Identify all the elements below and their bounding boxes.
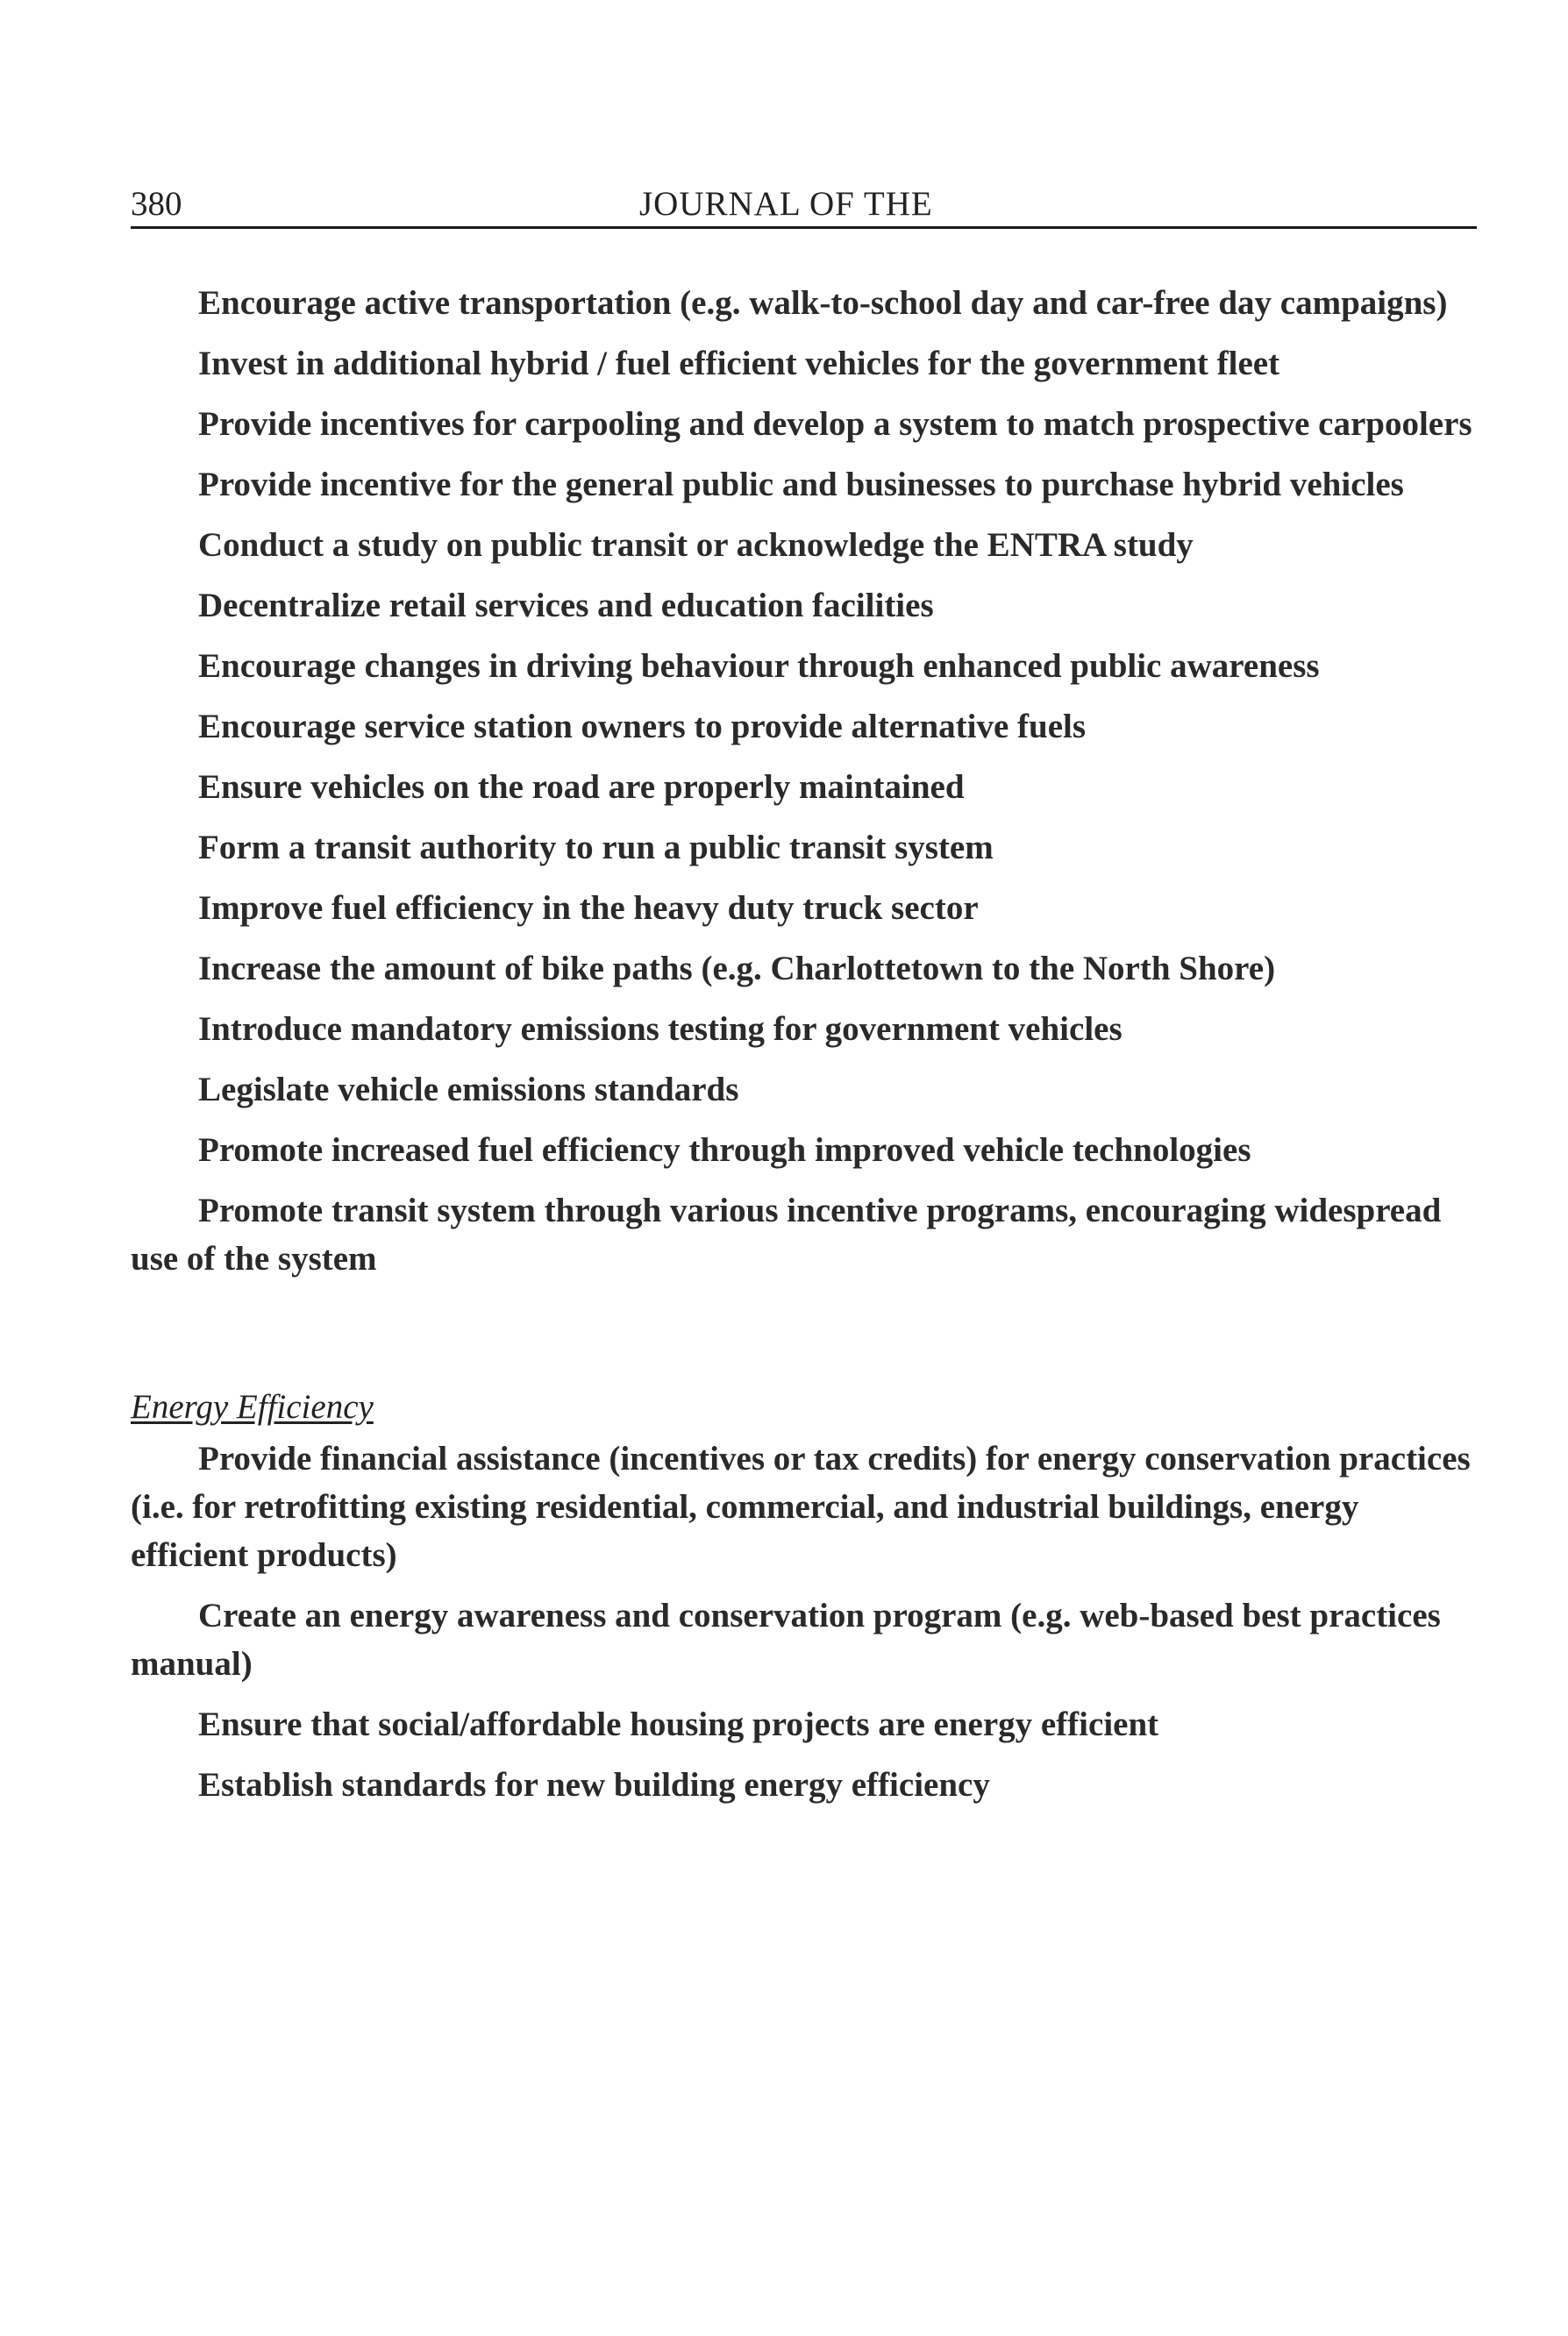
list-item: Improve fuel efficiency in the heavy duty truck sector (198, 889, 979, 927)
list-item: Provide incentives for carpooling and develop a system to match prospective carpoolers (198, 405, 1472, 443)
list-item: Establish standards for new building energy efficiency (198, 1766, 990, 1804)
list-item: Ensure vehicles on the road are properly maintained (198, 768, 965, 806)
section-heading: Energy Efficiency (131, 1388, 374, 1426)
list-item: Promote transit system through various incentive programs, encouraging widespread use of the system (131, 1192, 1442, 1278)
list-item: Conduct a study on public transit or acknowledge the ENTRA study (198, 526, 1194, 564)
transportation-list (131, 279, 1472, 1283)
running-title: JOURNAL OF THE (639, 185, 933, 223)
list-item: Form a transit authority to run a public transit system (198, 829, 994, 866)
list-item: Decentralize retail services and education facilities (198, 587, 934, 624)
list-item: Invest in additional hybrid / fuel efficient vehicles for the government fleet (198, 345, 1280, 382)
page-number: 380 (131, 185, 182, 223)
list-item: Ensure that social/affordable housing projects are energy efficient (198, 1706, 1159, 1743)
list-item: Promote increased fuel efficiency through improved vehicle technologies (198, 1131, 1251, 1169)
header-rule (131, 226, 1477, 229)
list-item: Encourage service station owners to provide alternative fuels (198, 708, 1087, 745)
list-item: Provide financial assistance (incentives or tax credits) for energy conservation practices (i.e. for retrofitting existing residential, commercial, and industrial buildings, energy efficient products) (131, 1440, 1471, 1574)
page-body (131, 279, 1472, 1821)
list-item: Encourage active transportation (e.g. walk-to-school day and car-free day campaigns) (198, 284, 1448, 322)
section-spacer (131, 1295, 1472, 1383)
list-item: Provide incentive for the general public and businesses to purchase hybrid vehicles (198, 466, 1404, 503)
energy-efficiency-section (131, 1383, 1472, 1809)
list-item: Create an energy awareness and conservation program (e.g. web-based best practices manual) (131, 1597, 1441, 1683)
page-header (131, 177, 1477, 228)
list-item: Legislate vehicle emissions standards (198, 1071, 739, 1108)
list-item: Increase the amount of bike paths (e.g. Charlottetown to the North Shore) (198, 950, 1276, 987)
list-item: Encourage changes in driving behaviour through enhanced public awareness (198, 647, 1320, 685)
list-item: Introduce mandatory emissions testing for government vehicles (198, 1010, 1123, 1048)
